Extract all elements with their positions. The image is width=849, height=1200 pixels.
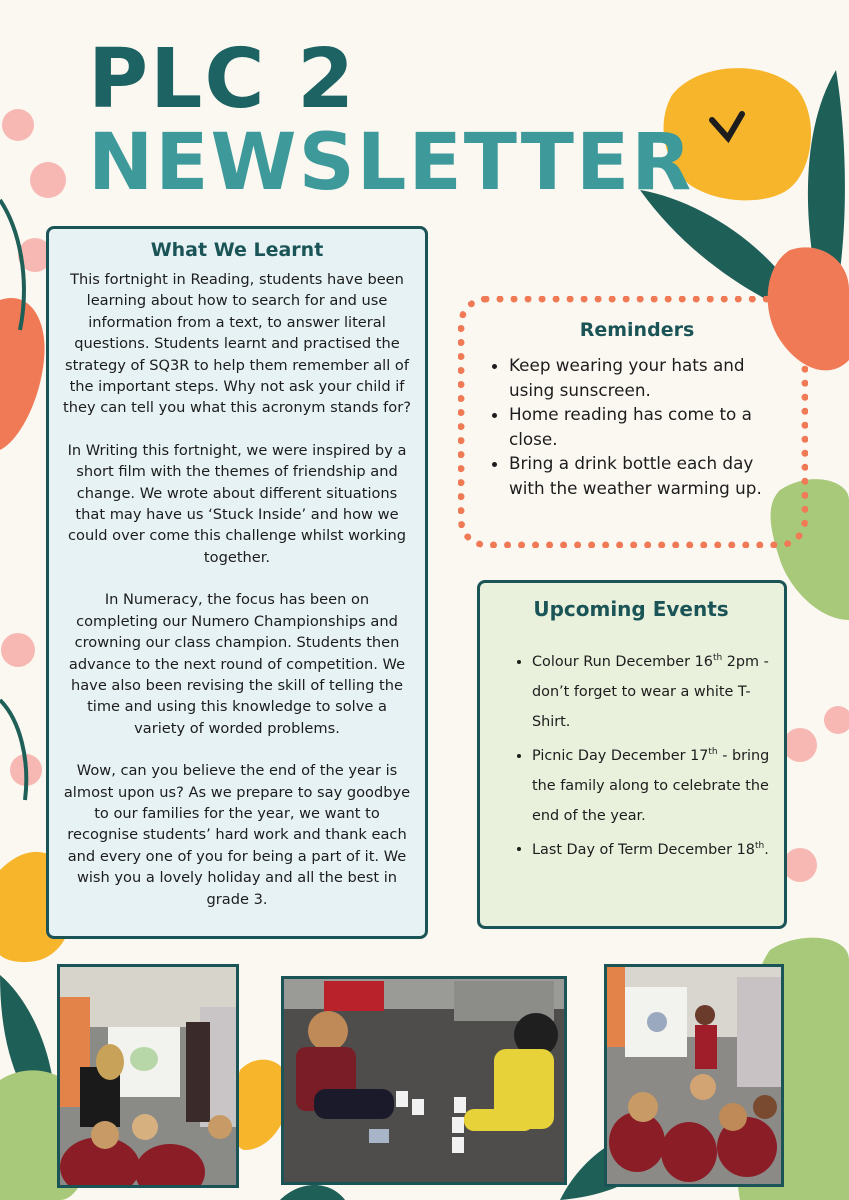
pink-flower-shape (783, 848, 817, 882)
pink-flower-shape (783, 728, 817, 762)
photo-teacher-whiteboard (57, 964, 239, 1188)
upcoming-events-heading: Upcoming Events (533, 597, 729, 621)
pink-flower-shape (1, 633, 35, 667)
numeracy-paragraph: In Numeracy, the focus has been on completing our Numero Championships and crowning our class champion. Students then advance to the next round of competition. We have also been revising the skill of telling the time and using this knowledge to solve a variety of worded problems. (68, 591, 406, 737)
what-we-learnt-heading: What We Learnt (150, 239, 324, 261)
classroom-photo-icon (284, 979, 564, 1182)
list-item: • Home reading has come to a close. (509, 402, 787, 451)
ordinal-suffix: th (754, 840, 765, 851)
event-text: . (764, 841, 769, 858)
what-we-learnt-panel (46, 226, 428, 939)
list-item (532, 737, 770, 831)
list-item: • Bring a drink bottle each day with the weather warming up. (509, 451, 787, 500)
classroom-photo-icon (607, 967, 781, 1184)
photo-students-card-game (281, 976, 567, 1185)
reminders-panel (458, 296, 808, 548)
events-list (492, 643, 770, 864)
list-item (532, 643, 770, 737)
ordinal-suffix: th (708, 746, 718, 757)
reading-paragraph: This fortnight in Reading, students have been learning about how to search for and use information from a text, to answer literal questions. Students learnt and practised the strategy of SQ3R to help them remember all of the important steps. Why not ask your child if they can tell you what this acronym stands for? (63, 271, 411, 417)
event-text: 2pm - don’t forget to wear a white T-Shirt. (532, 653, 769, 730)
writing-paragraph: In Writing this fortnight, we were inspired by a short film with the themes of friendship and change. We wrote about different situations that may have us ‘Stuck Inside’ and how we could over come this challenge whilst working together. (67, 441, 407, 566)
pink-flower-shape (30, 162, 66, 198)
reminders-heading: Reminders (579, 319, 695, 341)
upcoming-events-panel (477, 580, 787, 929)
photo-class-on-floor (604, 964, 784, 1187)
pink-flower-shape (824, 706, 849, 734)
event-text: Last Day of Term December 18 (532, 841, 755, 858)
list-item: • Keep wearing your hats and using sunscreen. (509, 353, 787, 402)
ordinal-suffix: th (712, 653, 723, 663)
event-text: Picnic Day December 17 (532, 747, 709, 764)
pink-flower-shape (2, 109, 34, 141)
page-title-line-2: NEWSLETTER (88, 118, 694, 208)
farewell-paragraph: Wow, can you believe the end of the year is almost upon us? As we prepare to say goodbye to our families for the year, we want to recognise students’ hard work and thank each and every one of you for being a part of it. We wish you a lovely holiday and all the best in grade 3. (63, 762, 411, 908)
event-text: - bring the family along to celebrate the end of the year. (532, 747, 770, 824)
reminders-list (487, 353, 787, 500)
list-item (532, 831, 770, 865)
leaf-shape (280, 1185, 345, 1200)
page-title-line-1: PLC 2 (88, 32, 357, 127)
event-text: Colour Run December 16 (532, 653, 713, 670)
classroom-photo-icon (60, 967, 236, 1185)
